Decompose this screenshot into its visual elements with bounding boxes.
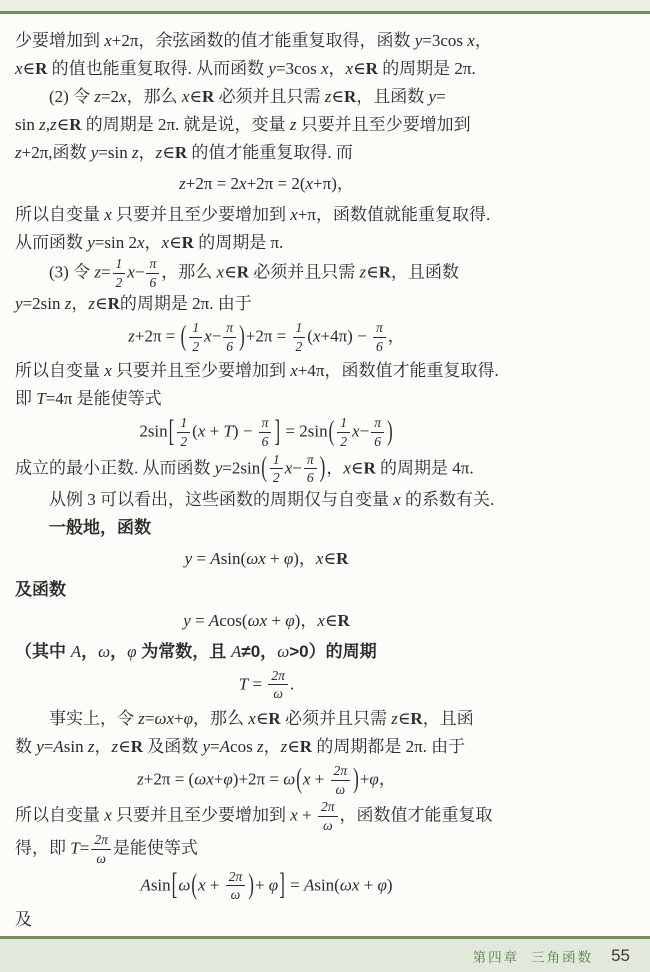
formula-line: z+2π = ( $\frac{1}{2}$ x− $\frac{\pi}{6}$ )+2π = $\frac{1}{2}$ (x+4π) − $\frac{\pi}{6}$ ， — [128, 320, 405, 354]
text-line: 少要增加到 x+2π，余弦函数的值才能重复取得，函数 y=3cos x， — [15, 31, 492, 50]
page-number: 55 — [611, 945, 630, 965]
math-fraction: $\frac{\pi}{6}$ — [223, 320, 236, 353]
text-line: 即 T=4π 是能使等式 — [15, 389, 162, 409]
formula-line: y = Acos(ωx + φ)，x∈R — [183, 610, 350, 630]
text-line: 所以自变量 x 只要并且至少要增加到 x+4π，函数值才能重复取得. — [15, 361, 499, 381]
math-fraction: $\frac{\pi}{6}$ — [146, 256, 159, 289]
math-fraction: $\frac{\pi}{6}$ — [371, 415, 384, 448]
text-line: 数 y=Asin z，z∈R 及函数 y=Acos z，z∈R 的周期都是 2π. 由于 — [15, 736, 466, 756]
text-line: y=2sin z，z∈R的周期是 2π. 由于 — [15, 294, 252, 314]
math-fraction: $\frac{\pi}{6}$ — [304, 452, 317, 485]
text-line: 所以自变量 x 只要并且至少要增加到 x + $\frac{2\pi}{\omega}$ ，函数值才能重复取 — [15, 799, 493, 833]
text-line: x∈R 的值也能重复取得. 从而函数 y=3cos x，x∈R 的周期是 2π. — [15, 59, 476, 78]
math-fraction: $\frac{1}{2}$ — [270, 452, 283, 485]
chapter-label: 第四章 — [472, 949, 520, 965]
math-fraction: $\frac{1}{2}$ — [189, 320, 202, 353]
text-line: 及 — [15, 909, 32, 929]
formula-line: y = Asin(ωx + φ)，x∈R — [184, 548, 349, 568]
math-fraction: $\frac{\pi}{6}$ — [373, 320, 386, 353]
math-fraction: $\frac{\pi}{6}$ — [259, 415, 272, 448]
formula-line: 2sin[ $\frac{1}{2}$ (x + T) − $\frac{\pi}{6}$ ] = 2sin( $\frac{1}{2}$ x− $\frac{\pi}{6}$ ) — [139, 413, 393, 449]
text-line: z+2π,函数 y=sin z，z∈R 的值才能重复取得. 而 — [15, 143, 353, 162]
page-top-margin-strip — [0, 0, 650, 11]
page-footer — [0, 936, 650, 972]
formula-line: z+2π = 2x+2π = 2(x+π)， — [179, 174, 354, 193]
formula-line: Asin[ω(x + $\frac{2\pi}{\omega}$ )+ φ] = Asin(ωx + φ) — [140, 867, 393, 903]
math-fraction: $\frac{1}{2}$ — [293, 320, 306, 353]
text-line: (3) 令 z= $\frac{1}{2}$ x− $\frac{\pi}{6}$ ，那么 x∈R 必须并且只需 z∈R，且函数 — [15, 256, 459, 290]
math-fraction: $\frac{1}{2}$ — [337, 415, 350, 448]
text-line: 及函数 — [15, 579, 66, 599]
math-fraction: $\frac{2\pi}{\omega}$ — [91, 832, 111, 865]
text-line: 事实上，令 z=ωx+φ，那么 x∈R 必须并且只需 z∈R，且函 — [15, 708, 474, 728]
math-fraction: $\frac{1}{2}$ — [113, 256, 126, 289]
text-line: sin z,z∈R 的周期是 2π. 就是说，变量 z 只要并且至少要增加到 — [15, 115, 471, 134]
math-fraction: $\frac{2\pi}{\omega}$ — [268, 668, 288, 701]
footer-strip — [0, 939, 650, 972]
text-line: 所以自变量 x 只要并且至少要增加到 x+π，函数值就能重复取得. — [15, 205, 491, 224]
text-line: （其中 A，ω，φ 为常数，且 A≠0，ω>0）的周期 — [15, 641, 377, 661]
math-fraction: $\frac{1}{2}$ — [177, 415, 190, 448]
math-fraction: $\frac{2\pi}{\omega}$ — [331, 763, 351, 796]
text-line: 得，即 T= $\frac{2\pi}{\omega}$ 是能使等式 — [15, 832, 198, 866]
section-label: 三角函数 — [531, 949, 594, 965]
formula-line: T = $\frac{2\pi}{\omega}$ . — [238, 667, 295, 702]
text-line: 成立的最小正数. 从而函数 y=2sin( $\frac{1}{2}$ x− $\frac{\pi}{6}$ )，x∈R 的周期是 4π. — [15, 451, 474, 486]
text-line: 一般地，函数 — [15, 517, 151, 537]
page-body-text — [0, 14, 650, 936]
math-fraction: $\frac{2\pi}{\omega}$ — [318, 799, 338, 832]
math-fraction: $\frac{2\pi}{\omega}$ — [226, 869, 246, 902]
formula-line: z+2π = (ωx+φ)+2π = ω(x + $\frac{2\pi}{\omega}$ )+φ， — [137, 762, 396, 797]
text-line: (2) 令 z=2x，那么 x∈R 必须并且只需 z∈R，且函数 y= — [15, 87, 446, 106]
text-line: 从而函数 y=sin 2x，x∈R 的周期是 π. — [15, 233, 284, 252]
text-line: 从例 3 可以看出，这些函数的周期仅与自变量 x 的系数有关. — [15, 489, 495, 509]
